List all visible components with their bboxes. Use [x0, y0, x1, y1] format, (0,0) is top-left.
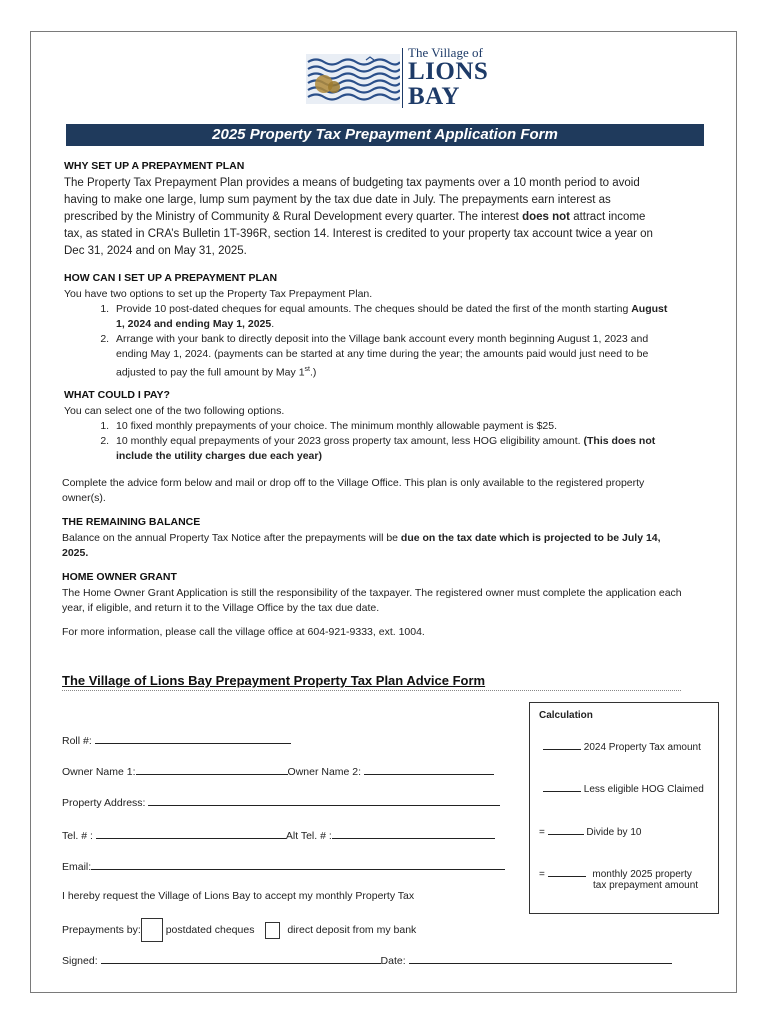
what-option-1: 1. 10 fixed monthly prepayments of your choice. The minimum monthly allowable payment is $25.: [112, 419, 679, 434]
document-page: [30, 31, 737, 993]
grant-heading: HOME OWNER GRANT: [62, 571, 177, 583]
calc-heading: Calculation: [539, 710, 593, 721]
calc-hog-field[interactable]: [543, 781, 581, 792]
roll-row: [62, 733, 291, 747]
deposit-label: direct deposit from my bank: [287, 923, 417, 936]
owner2-field[interactable]: [364, 764, 494, 775]
prepay-row: [62, 918, 416, 942]
remaining-paragraph: Balance on the annual Property Tax Notice after the prepayments will be due on the tax date which is projected to be July 14, 2025.: [62, 532, 661, 559]
roll-field[interactable]: [95, 733, 291, 744]
address-row: [62, 795, 500, 809]
village-logo: [306, 46, 496, 111]
date-field[interactable]: [409, 953, 672, 964]
calc-monthly-line2: tax prepayment amount: [593, 880, 699, 891]
owner2-label: Owner Name 2:: [287, 766, 362, 778]
remaining-heading: THE REMAINING BALANCE: [62, 516, 201, 528]
deposit-checkbox[interactable]: [265, 922, 280, 939]
email-label: Email:: [62, 861, 92, 873]
calc-row-hog: Less eligible HOG Claimed: [543, 781, 704, 795]
tel-field[interactable]: [96, 828, 286, 839]
email-row: [62, 859, 505, 873]
cheques-label: postdated cheques: [165, 923, 255, 936]
calc-row-monthly: = monthly 2025 property: [539, 866, 692, 880]
owner-row: [62, 764, 494, 778]
owner1-field[interactable]: [136, 764, 288, 775]
more-info: For more information, please call the village office at 604-921-9333, ext. 1004.: [62, 626, 425, 638]
grant-paragraph: The Home Owner Grant Application is still the responsibility of the taxpayer. The registered owner must complete the application each year, if eligible, and return it to the Village Office by the tax due date.: [62, 587, 682, 614]
signature-row: [62, 953, 672, 967]
divider: [62, 690, 681, 691]
date-label: Date:: [380, 955, 406, 967]
calc-divide-field[interactable]: [548, 824, 584, 835]
form-banner-title: 2025 Property Tax Prepayment Application Form: [66, 124, 704, 146]
prepay-label: Prepayments by:: [62, 923, 141, 936]
owner1-label: Owner Name 1:: [62, 766, 136, 778]
tel-row: [62, 828, 495, 842]
what-intro: You can select one of the two following options.: [64, 405, 285, 417]
alt-tel-label: Alt Tel. # :: [285, 830, 332, 842]
waves-icon: [306, 54, 400, 104]
how-option-1: 1. Provide 10 post-dated cheques for equal amounts. The cheques should be dated the first of the month starting August 1, 2024 and ending May 1, 2025.: [112, 302, 679, 332]
what-list: [64, 419, 679, 464]
calc-row-tax: 2024 Property Tax amount: [543, 739, 701, 753]
signature-field[interactable]: [101, 953, 381, 964]
how-heading: HOW CAN I SET UP A PREPAYMENT PLAN: [64, 272, 278, 284]
address-label: Property Address:: [62, 797, 146, 809]
why-heading: WHY SET UP A PREPAYMENT PLAN: [64, 160, 245, 172]
how-option-2: 2. Arrange with your bank to directly deposit into the Village bank account every month beginning August 1, 2023 and ending May 1, 2024. (payments can be started at any time during the year; the amounts paid would just need to be adjusted to pay the full amount by May 1st.): [112, 332, 679, 381]
alt-tel-field[interactable]: [332, 828, 495, 839]
advice-form-title: The Village of Lions Bay Prepayment Property Tax Plan Advice Form: [62, 673, 486, 688]
calc-tax-field[interactable]: [543, 739, 581, 750]
logo-wordmark: The Village of LIONS BAY: [408, 45, 489, 110]
what-heading: WHAT COULD I PAY?: [64, 389, 170, 401]
how-intro: You have two options to set up the Property Tax Prepayment Plan.: [64, 288, 373, 300]
complete-instructions: Complete the advice form below and mail or drop off to the Village Office. This plan is only available to the registered property owner(s).: [62, 477, 645, 504]
signed-label: Signed:: [62, 955, 98, 967]
address-field[interactable]: [148, 795, 500, 806]
request-text: I hereby request the Village of Lions Bay to accept my monthly Property Tax: [62, 890, 415, 902]
calc-monthly-field[interactable]: [548, 866, 586, 877]
calculation-box: [529, 702, 719, 914]
tel-label: Tel. # :: [62, 830, 93, 842]
why-paragraph: The Property Tax Prepayment Plan provides a means of budgeting tax payments over a 10 month period to avoid having to make one large, lump sum payment by the tax due date in July. The prepayments earn interest as prescribed by the Ministry of Community & Rural Development every quarter. The interest does not attract income tax, as stated in CRA’s Bulletin 1T-396R, section 14. Interest is credited to your property tax account twice a year on Dec 31, 2024 and on May 31, 2025.: [64, 177, 653, 257]
email-field[interactable]: [91, 859, 505, 870]
what-option-2: 2. 10 monthly equal prepayments of your 2023 gross property tax amount, less HOG eligibility amount. (This does not include the utility charges due each year): [112, 434, 679, 464]
calc-row-divide: = Divide by 10: [539, 824, 641, 838]
roll-label: Roll #:: [62, 735, 92, 747]
cheques-checkbox[interactable]: [141, 918, 163, 942]
how-list: [64, 302, 679, 381]
